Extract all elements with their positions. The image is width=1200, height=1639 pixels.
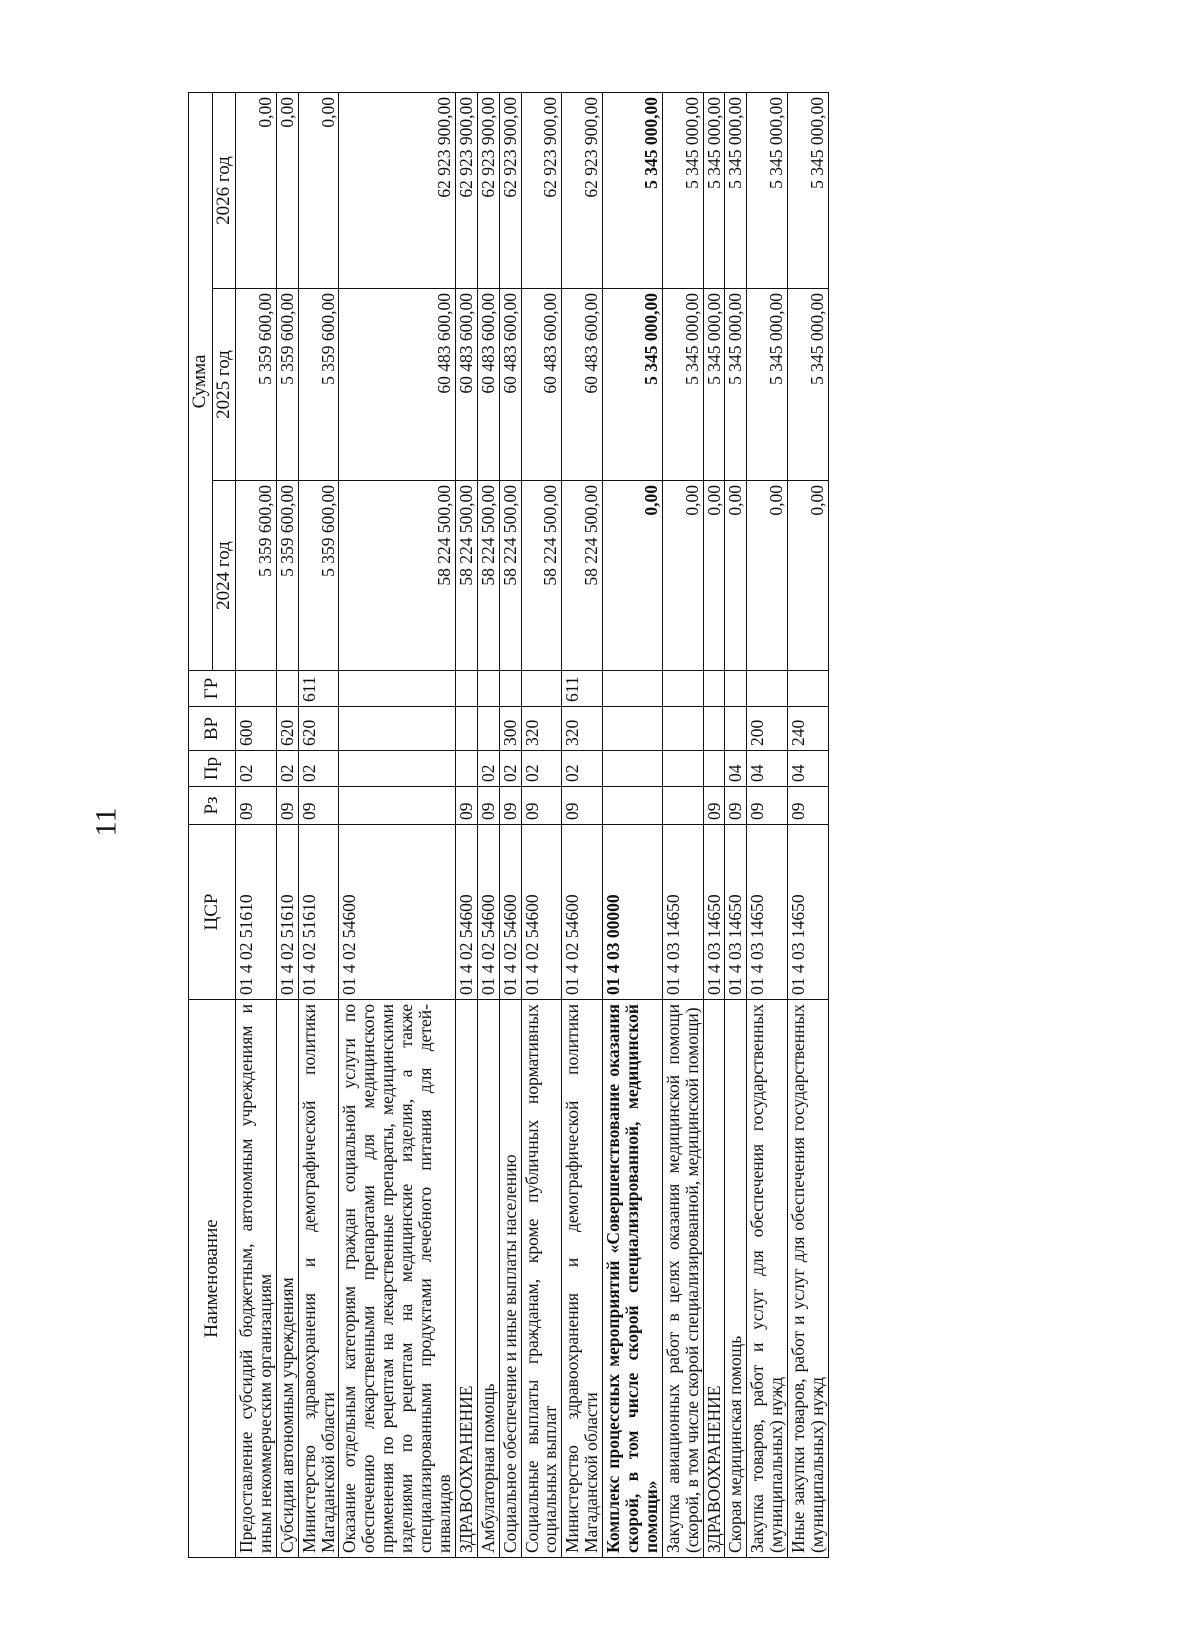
- row-name-cell: ЗДРАВООХРАНЕНИЕ: [703, 1000, 725, 1558]
- row-2024-cell: 58 224 500,00: [562, 481, 603, 671]
- row-2025-cell: 5 345 000,00: [747, 289, 788, 481]
- row-csr-cell: 01 4 03 00000: [603, 825, 663, 1000]
- row-2026-cell: 0,00: [236, 93, 277, 289]
- row-vr-cell: [703, 707, 725, 751]
- row-csr-cell: 01 4 02 51610: [276, 825, 298, 1000]
- row-2025-cell: 60 483 600,00: [521, 289, 562, 481]
- row-rz-cell: 09: [521, 787, 562, 825]
- row-2024-cell: 0,00: [662, 481, 703, 671]
- row-csr-cell: 01 4 02 54600: [477, 825, 499, 1000]
- row-pr-cell: 02: [521, 751, 562, 787]
- table-row: [339, 93, 455, 1558]
- row-csr-cell: 01 4 02 54600: [339, 825, 455, 1000]
- row-pr-cell: [339, 751, 455, 787]
- row-name-cell: ЗДРАВООХРАНЕНИЕ: [455, 1000, 477, 1558]
- row-gr-cell: 611: [298, 671, 339, 707]
- row-vr-cell: [725, 707, 747, 751]
- row-gr-cell: [662, 671, 703, 707]
- header-2025: 2025 год: [212, 289, 236, 481]
- row-gr-cell: [788, 671, 829, 707]
- row-name-cell: Социальное обеспечение и иные выплаты населению: [499, 1000, 521, 1558]
- row-rz-cell: [603, 787, 663, 825]
- row-pr-cell: 04: [725, 751, 747, 787]
- table-row: [455, 93, 477, 1558]
- table-body: [236, 93, 829, 1558]
- header-sum: Сумма: [189, 93, 213, 671]
- row-pr-cell: 02: [298, 751, 339, 787]
- row-name-cell: Оказание отдельным категориям граждан социальной услуги по обеспечению лекарственными препаратами для медицинского применения по рецептам на лекарственные препараты, медицинскими изделиями по рецептам на медицинские изделия, а также специализированными продуктами лечебного питания для детей-инвалидов: [339, 1000, 455, 1558]
- header-csr: ЦСР: [189, 825, 236, 1000]
- row-gr-cell: [455, 671, 477, 707]
- row-csr-cell: 01 4 02 54600: [521, 825, 562, 1000]
- row-2025-cell: 5 345 000,00: [788, 289, 829, 481]
- row-csr-cell: 01 4 02 54600: [455, 825, 477, 1000]
- row-pr-cell: 02: [499, 751, 521, 787]
- row-name-cell: Министерство здравоохранения и демографической политики Магаданской области: [562, 1000, 603, 1558]
- row-csr-cell: 01 4 03 14650: [703, 825, 725, 1000]
- row-2024-cell: 58 224 500,00: [339, 481, 455, 671]
- header-pr: Пр: [189, 751, 236, 787]
- row-pr-cell: 02: [562, 751, 603, 787]
- table-row: [562, 93, 603, 1558]
- row-rz-cell: 09: [703, 787, 725, 825]
- table-row: [477, 93, 499, 1558]
- row-2025-cell: 5 345 000,00: [662, 289, 703, 481]
- row-2025-cell: 60 483 600,00: [477, 289, 499, 481]
- row-rz-cell: [662, 787, 703, 825]
- row-2025-cell: 60 483 600,00: [339, 289, 455, 481]
- row-pr-cell: 02: [477, 751, 499, 787]
- table-row: [788, 93, 829, 1558]
- row-pr-cell: [662, 751, 703, 787]
- row-vr-cell: 200: [747, 707, 788, 751]
- row-name-cell: Министерство здравоохранения и демографической политики Магаданской области: [298, 1000, 339, 1558]
- row-gr-cell: [725, 671, 747, 707]
- row-gr-cell: [276, 671, 298, 707]
- header-row: [189, 93, 213, 1558]
- row-rz-cell: 09: [236, 787, 277, 825]
- row-csr-cell: 01 4 02 51610: [236, 825, 277, 1000]
- row-2026-cell: 62 923 900,00: [455, 93, 477, 289]
- row-2024-cell: 5 359 600,00: [298, 481, 339, 671]
- row-name-cell: Социальные выплаты гражданам, кроме публичных нормативных социальных выплат: [521, 1000, 562, 1558]
- row-vr-cell: [603, 707, 663, 751]
- row-2024-cell: 5 359 600,00: [276, 481, 298, 671]
- row-name-cell: Субсидии автономным учреждениям: [276, 1000, 298, 1558]
- row-2026-cell: 5 345 000,00: [747, 93, 788, 289]
- row-2025-cell: 60 483 600,00: [499, 289, 521, 481]
- header-name: Наименование: [189, 1000, 236, 1558]
- header-gr: ГР: [189, 671, 236, 707]
- header-vr: ВР: [189, 707, 236, 751]
- table-row: [703, 93, 725, 1558]
- row-2024-cell: 0,00: [603, 481, 663, 671]
- table-row: [603, 93, 663, 1558]
- row-csr-cell: 01 4 03 14650: [725, 825, 747, 1000]
- row-2026-cell: 5 345 000,00: [662, 93, 703, 289]
- row-2026-cell: 62 923 900,00: [499, 93, 521, 289]
- row-pr-cell: [455, 751, 477, 787]
- table-row: [276, 93, 298, 1558]
- row-vr-cell: 320: [562, 707, 603, 751]
- row-2026-cell: 62 923 900,00: [521, 93, 562, 289]
- table-row: [725, 93, 747, 1558]
- row-2026-cell: 62 923 900,00: [339, 93, 455, 289]
- row-rz-cell: 09: [455, 787, 477, 825]
- row-2025-cell: 60 483 600,00: [562, 289, 603, 481]
- row-rz-cell: 09: [298, 787, 339, 825]
- table-row: [236, 93, 277, 1558]
- row-pr-cell: [703, 751, 725, 787]
- row-2026-cell: 0,00: [276, 93, 298, 289]
- row-gr-cell: [339, 671, 455, 707]
- row-vr-cell: [339, 707, 455, 751]
- row-2025-cell: 5 359 600,00: [276, 289, 298, 481]
- row-pr-cell: 04: [788, 751, 829, 787]
- row-csr-cell: 01 4 02 51610: [298, 825, 339, 1000]
- row-vr-cell: [477, 707, 499, 751]
- row-vr-cell: 600: [236, 707, 277, 751]
- table-row: [662, 93, 703, 1558]
- row-name-cell: Иные закупки товаров, работ и услуг для обеспечения государственных (муниципальных) нужд: [788, 1000, 829, 1558]
- row-2026-cell: 0,00: [298, 93, 339, 289]
- row-name-cell: Амбулаторная помощь: [477, 1000, 499, 1558]
- row-rz-cell: 09: [725, 787, 747, 825]
- row-2026-cell: 62 923 900,00: [562, 93, 603, 289]
- row-name-cell: Скорая медицинская помощь: [725, 1000, 747, 1558]
- row-2026-cell: 5 345 000,00: [725, 93, 747, 289]
- row-2025-cell: 5 345 000,00: [603, 289, 663, 481]
- row-csr-cell: 01 4 03 14650: [747, 825, 788, 1000]
- row-csr-cell: 01 4 03 14650: [662, 825, 703, 1000]
- row-rz-cell: 09: [788, 787, 829, 825]
- budget-table: [188, 92, 829, 1558]
- row-csr-cell: 01 4 02 54600: [499, 825, 521, 1000]
- row-vr-cell: [455, 707, 477, 751]
- header-2026: 2026 год: [212, 93, 236, 289]
- row-vr-cell: 320: [521, 707, 562, 751]
- row-csr-cell: 01 4 03 14650: [788, 825, 829, 1000]
- row-gr-cell: [603, 671, 663, 707]
- row-2025-cell: 5 359 600,00: [298, 289, 339, 481]
- row-gr-cell: [236, 671, 277, 707]
- row-2025-cell: 5 359 600,00: [236, 289, 277, 481]
- row-name-cell: Закупка авиационных работ в целях оказания медицинской помощи (скорой, в том числе скорой специализированной, медицинской помощи): [662, 1000, 703, 1558]
- budget-table-rotated: [188, 93, 1053, 1558]
- table-row: [499, 93, 521, 1558]
- row-2024-cell: 0,00: [747, 481, 788, 671]
- table-row: [521, 93, 562, 1558]
- row-vr-cell: [662, 707, 703, 751]
- row-2024-cell: 0,00: [725, 481, 747, 671]
- row-rz-cell: 09: [747, 787, 788, 825]
- row-name-cell: Комплекс процессных мероприятий «Совершенствование оказания скорой, в том числе скорой специализированной, медицинской помощи»: [603, 1000, 663, 1558]
- row-gr-cell: [703, 671, 725, 707]
- row-vr-cell: 620: [276, 707, 298, 751]
- row-2024-cell: 5 359 600,00: [236, 481, 277, 671]
- row-name-cell: Закупка товаров, работ и услуг для обеспечения государственных (муниципальных) нужд: [747, 1000, 788, 1558]
- table-row: [298, 93, 339, 1558]
- row-vr-cell: 240: [788, 707, 829, 751]
- row-gr-cell: [499, 671, 521, 707]
- row-2024-cell: 0,00: [703, 481, 725, 671]
- row-gr-cell: [747, 671, 788, 707]
- row-2026-cell: 5 345 000,00: [603, 93, 663, 289]
- row-2024-cell: 58 224 500,00: [455, 481, 477, 671]
- row-pr-cell: [603, 751, 663, 787]
- row-2025-cell: 60 483 600,00: [455, 289, 477, 481]
- row-gr-cell: 611: [562, 671, 603, 707]
- row-2024-cell: 58 224 500,00: [521, 481, 562, 671]
- row-rz-cell: [339, 787, 455, 825]
- row-name-cell: Предоставление субсидий бюджетным, автономным учреждениям и иным некоммерческим организациям: [236, 1000, 277, 1558]
- row-rz-cell: 09: [499, 787, 521, 825]
- header-2024: 2024 год: [212, 481, 236, 671]
- header-rz: Рз: [189, 787, 236, 825]
- page-number: 11: [89, 807, 123, 837]
- row-2024-cell: 58 224 500,00: [499, 481, 521, 671]
- row-2024-cell: 0,00: [788, 481, 829, 671]
- row-2026-cell: 62 923 900,00: [477, 93, 499, 289]
- row-vr-cell: 300: [499, 707, 521, 751]
- table-row: [747, 93, 788, 1558]
- row-2026-cell: 5 345 000,00: [703, 93, 725, 289]
- row-rz-cell: 09: [477, 787, 499, 825]
- row-2025-cell: 5 345 000,00: [703, 289, 725, 481]
- row-2025-cell: 5 345 000,00: [725, 289, 747, 481]
- row-rz-cell: 09: [562, 787, 603, 825]
- row-pr-cell: 04: [747, 751, 788, 787]
- row-gr-cell: [477, 671, 499, 707]
- row-rz-cell: 09: [276, 787, 298, 825]
- row-csr-cell: 01 4 02 54600: [562, 825, 603, 1000]
- row-pr-cell: 02: [276, 751, 298, 787]
- row-pr-cell: 02: [236, 751, 277, 787]
- row-2024-cell: 58 224 500,00: [477, 481, 499, 671]
- row-gr-cell: [521, 671, 562, 707]
- row-2026-cell: 5 345 000,00: [788, 93, 829, 289]
- row-vr-cell: 620: [298, 707, 339, 751]
